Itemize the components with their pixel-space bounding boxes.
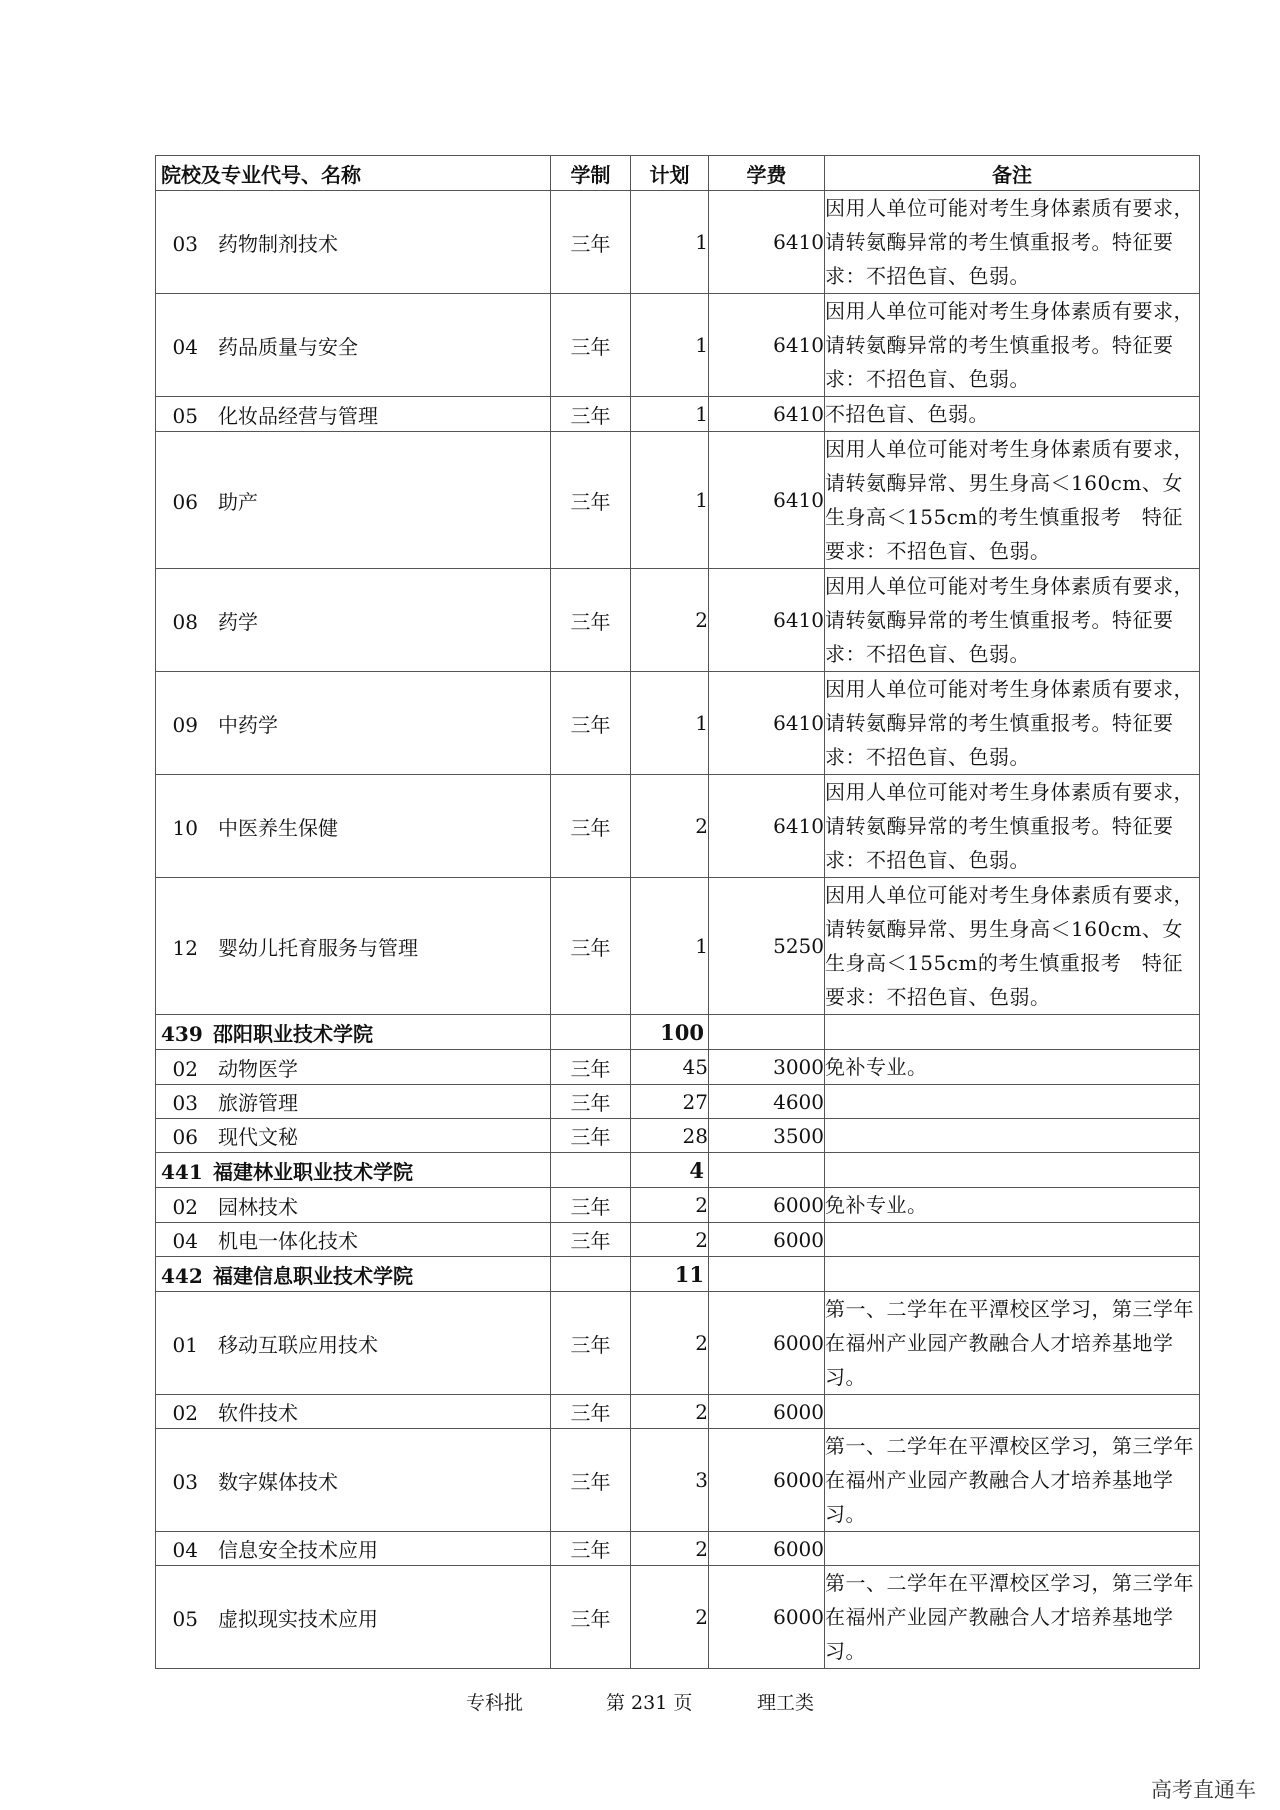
tuition-cell: 5250 [709,878,825,1015]
major-code: 08 [172,609,198,634]
duration-cell: 三年 [551,191,631,294]
plan-cell: 2 [631,569,709,672]
major-cell [156,397,551,432]
duration-cell: 三年 [551,878,631,1015]
page-footer [0,1688,1280,1718]
tuition-cell: 6000 [709,1395,825,1429]
major-cell [156,775,551,878]
tuition-cell: 6410 [709,191,825,294]
table-header-row [156,156,1200,191]
plan-cell: 2 [631,775,709,878]
major-code: 03 [172,1091,198,1115]
duration-cell: 三年 [551,1395,631,1429]
duration-cell: 三年 [551,1050,631,1085]
table-row [156,1429,1200,1532]
duration-cell: 三年 [551,1085,631,1119]
tuition-cell: 6000 [709,1429,825,1532]
table-row [156,1292,1200,1395]
major-name: 信息安全技术应用 [218,1538,378,1562]
table-row [156,1566,1200,1669]
duration-cell: 三年 [551,569,631,672]
major-code: 09 [172,712,198,737]
school-name: 福建林业职业技术学院 [213,1159,413,1184]
major-cell [156,1119,551,1153]
table-row [156,1395,1200,1429]
major-code: 03 [172,1469,198,1494]
duration-cell: 三年 [551,1188,631,1223]
major-cell [156,1566,551,1669]
table-row [156,294,1200,397]
duration-cell: 三年 [551,775,631,878]
empty-cell [709,1153,825,1188]
table-row [156,397,1200,432]
plan-cell: 2 [631,1566,709,1669]
empty-cell [825,1153,1200,1188]
major-code: 05 [172,403,198,428]
notes-cell: 因用人单位可能对考生身体素质有要求，请转氨酶异常的考生慎重报考。特征要求：不招色盲、色弱。 [825,569,1200,672]
major-code: 02 [172,1194,198,1219]
table-row [156,1188,1200,1223]
school-cell [156,1015,551,1050]
duration-cell: 三年 [551,1119,631,1153]
notes-cell: 因用人单位可能对考生身体素质有要求，请转氨酶异常、男生身高＜160cm、女生身高＜155cm的考生慎重报考 特征要求：不招色盲、色弱。 [825,878,1200,1015]
table-row [156,672,1200,775]
major-cell [156,1292,551,1395]
major-name: 动物医学 [218,1056,298,1081]
school-cell [156,1257,551,1292]
plan-cell: 1 [631,672,709,775]
notes-cell: 因用人单位可能对考生身体素质有要求，请转氨酶异常的考生慎重报考。特征要求：不招色盲、色弱。 [825,672,1200,775]
major-name: 软件技术 [218,1401,298,1425]
empty-cell [709,1257,825,1292]
school-name: 邵阳职业技术学院 [213,1021,373,1046]
major-cell [156,1395,551,1429]
major-name: 助产 [218,489,258,514]
watermark: 高考直通车 [1151,1778,1256,1802]
plan-cell: 2 [631,1532,709,1566]
tuition-cell: 6410 [709,397,825,432]
major-code: 06 [172,1125,198,1149]
tuition-cell: 6410 [709,569,825,672]
major-cell [156,1050,551,1085]
plan-cell: 27 [631,1085,709,1119]
major-name: 机电一体化技术 [218,1229,358,1253]
tuition-cell: 6000 [709,1188,825,1223]
table-row [156,1223,1200,1257]
major-cell [156,569,551,672]
major-cell [156,672,551,775]
duration-cell: 三年 [551,1532,631,1566]
plan-cell: 45 [631,1050,709,1085]
tuition-cell: 6000 [709,1566,825,1669]
major-cell [156,191,551,294]
plan-cell: 1 [631,191,709,294]
table-row [156,1532,1200,1566]
major-code: 04 [172,1538,198,1562]
major-name: 现代文秘 [218,1125,298,1149]
school-row [156,1015,1200,1050]
notes-cell: 免补专业。 [825,1188,1200,1223]
duration-cell: 三年 [551,1223,631,1257]
empty-cell [825,1257,1200,1292]
major-name: 中药学 [218,712,278,737]
major-cell [156,1223,551,1257]
table-row [156,1119,1200,1153]
tuition-cell: 4600 [709,1085,825,1119]
school-plan-cell: 11 [631,1257,709,1292]
tuition-cell: 6000 [709,1532,825,1566]
major-name: 婴幼儿托育服务与管理 [218,935,418,960]
major-cell [156,432,551,569]
duration-cell: 三年 [551,432,631,569]
notes-cell [825,1532,1200,1566]
notes-cell: 不招色盲、色弱。 [825,397,1200,432]
major-code: 01 [172,1332,198,1357]
table-row [156,878,1200,1015]
major-code: 06 [172,489,198,514]
empty-cell [825,1015,1200,1050]
empty-cell [551,1257,631,1292]
major-code: 02 [172,1056,198,1081]
notes-cell: 因用人单位可能对考生身体素质有要求，请转氨酶异常的考生慎重报考。特征要求：不招色盲、色弱。 [825,775,1200,878]
major-name: 数字媒体技术 [218,1469,338,1494]
major-code: 04 [172,1229,198,1253]
major-cell [156,1188,551,1223]
school-code: 439 [161,1021,203,1046]
tuition-cell: 6000 [709,1292,825,1395]
plan-cell: 2 [631,1188,709,1223]
table-row [156,569,1200,672]
major-name: 移动互联应用技术 [218,1332,378,1357]
table-row [156,1085,1200,1119]
duration-cell: 三年 [551,672,631,775]
tuition-cell: 6000 [709,1223,825,1257]
table-row [156,191,1200,294]
duration-cell: 三年 [551,294,631,397]
header-name: 院校及专业代号、名称 [156,156,551,191]
notes-cell: 免补专业。 [825,1050,1200,1085]
duration-cell: 三年 [551,1429,631,1532]
major-name: 药学 [218,609,258,634]
plan-cell: 2 [631,1292,709,1395]
notes-cell [825,1395,1200,1429]
notes-cell: 因用人单位可能对考生身体素质有要求，请转氨酶异常的考生慎重报考。特征要求：不招色盲、色弱。 [825,294,1200,397]
tuition-cell: 6410 [709,672,825,775]
notes-cell: 第一、二学年在平潭校区学习，第三学年在福州产业园产教融合人才培养基地学习。 [825,1429,1200,1532]
plan-cell: 1 [631,397,709,432]
table-row [156,775,1200,878]
notes-cell: 第一、二学年在平潭校区学习，第三学年在福州产业园产教融合人才培养基地学习。 [825,1292,1200,1395]
major-name: 药物制剂技术 [218,231,338,256]
major-cell [156,878,551,1015]
plan-cell: 3 [631,1429,709,1532]
plan-cell: 28 [631,1119,709,1153]
tuition-cell: 6410 [709,775,825,878]
school-plan-cell: 4 [631,1153,709,1188]
school-code: 441 [161,1159,203,1184]
major-code: 04 [172,334,198,359]
school-row [156,1153,1200,1188]
major-name: 化妆品经营与管理 [218,403,378,428]
plan-cell: 1 [631,432,709,569]
major-cell [156,1532,551,1566]
school-code: 442 [161,1263,203,1288]
major-name: 旅游管理 [218,1091,298,1115]
footer-category: 理工类 [757,1692,815,1714]
major-name: 虚拟现实技术应用 [218,1606,378,1631]
major-code: 12 [172,935,198,960]
tuition-cell: 6410 [709,294,825,397]
header-plan: 计划 [631,156,709,191]
footer-batch: 专科批 [466,1692,524,1714]
duration-cell: 三年 [551,1566,631,1669]
tuition-cell: 3500 [709,1119,825,1153]
major-code: 10 [172,815,198,840]
plan-cell: 1 [631,294,709,397]
notes-cell: 第一、二学年在平潭校区学习，第三学年在福州产业园产教融合人才培养基地学习。 [825,1566,1200,1669]
duration-cell: 三年 [551,1292,631,1395]
school-row [156,1257,1200,1292]
duration-cell: 三年 [551,397,631,432]
header-duration: 学制 [551,156,631,191]
major-name: 园林技术 [218,1194,298,1219]
table-row [156,432,1200,569]
tuition-cell: 6410 [709,432,825,569]
plan-cell: 2 [631,1395,709,1429]
major-code: 05 [172,1606,198,1631]
major-name: 药品质量与安全 [218,334,358,359]
notes-cell: 因用人单位可能对考生身体素质有要求，请转氨酶异常、男生身高＜160cm、女生身高＜155cm的考生慎重报考 特征要求：不招色盲、色弱。 [825,432,1200,569]
notes-cell: 因用人单位可能对考生身体素质有要求，请转氨酶异常的考生慎重报考。特征要求：不招色盲、色弱。 [825,191,1200,294]
plan-cell: 2 [631,1223,709,1257]
major-name: 中医养生保健 [218,815,338,840]
footer-page-number: 第 231 页 [606,1692,693,1714]
empty-cell [709,1015,825,1050]
empty-cell [551,1153,631,1188]
major-cell [156,1429,551,1532]
admission-plan-table [155,155,1200,1669]
notes-cell [825,1223,1200,1257]
notes-cell [825,1085,1200,1119]
major-code: 02 [172,1401,198,1425]
table-row [156,1050,1200,1085]
school-plan-cell: 100 [631,1015,709,1050]
header-tuition: 学费 [709,156,825,191]
major-cell [156,294,551,397]
header-notes: 备注 [825,156,1200,191]
plan-cell: 1 [631,878,709,1015]
tuition-cell: 3000 [709,1050,825,1085]
major-code: 03 [172,231,198,256]
school-cell [156,1153,551,1188]
notes-cell [825,1119,1200,1153]
major-cell [156,1085,551,1119]
empty-cell [551,1015,631,1050]
school-name: 福建信息职业技术学院 [213,1263,413,1288]
